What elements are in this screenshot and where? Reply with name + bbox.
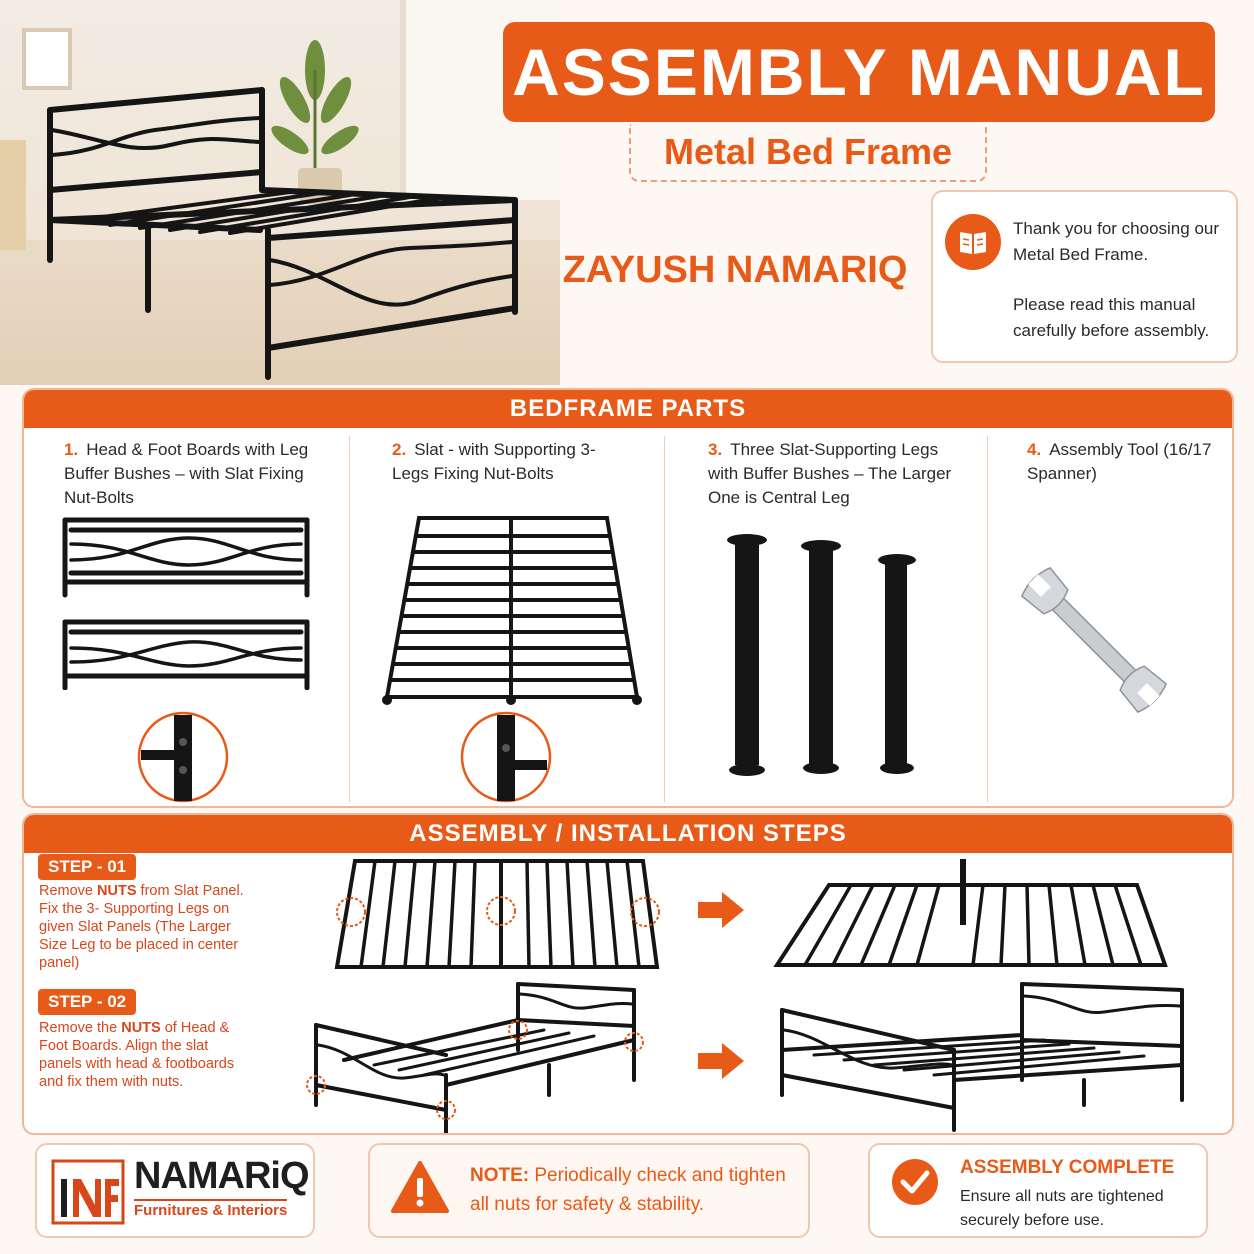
- parts-section: [22, 388, 1234, 808]
- part-4-label: 4. Assembly Tool (16/17 Spanner): [1027, 440, 1212, 483]
- step-1-badge: STEP - 01: [38, 854, 136, 880]
- safety-note: [368, 1143, 810, 1238]
- step-1-slat-before: [331, 855, 661, 975]
- step-2-text: Remove the NUTS of Head & Foot Boards. Align the slat panels with head & footboards and fix them with nuts.: [39, 1020, 235, 1090]
- step-2-badge: STEP - 02: [38, 989, 136, 1015]
- page-title: ASSEMBLY MANUAL: [503, 22, 1215, 122]
- slat-panel-illustration: [379, 512, 644, 707]
- spanner-icon: [1019, 558, 1169, 723]
- support-legs-illustration: [719, 530, 929, 780]
- part-2-label: 2. Slat - with Supporting 3-Legs Fixing Nut-Bolts: [392, 440, 596, 483]
- intro-text: [1013, 216, 1228, 344]
- bed-frame-illustration: [40, 80, 540, 385]
- arrow-right-icon: [696, 1041, 746, 1081]
- intro-line-1: Thank you for choosing our Metal Bed Frame.: [1013, 219, 1220, 264]
- check-circle-icon: [890, 1157, 940, 1207]
- completion-title: ASSEMBLY COMPLETE: [960, 1157, 1175, 1178]
- column-divider: [987, 436, 988, 802]
- intro-line-2: Please read this manual carefully before assembly.: [1013, 295, 1210, 340]
- head-foot-boards-illustration: [59, 510, 314, 690]
- step-2-bed-before: [304, 980, 654, 1135]
- dresser: [0, 140, 26, 250]
- page-subtitle: Metal Bed Frame: [629, 124, 987, 182]
- brand-logo: [35, 1143, 315, 1238]
- steps-section: [22, 813, 1234, 1135]
- steps-heading: ASSEMBLY / INSTALLATION STEPS: [24, 815, 1232, 853]
- brand-name: ZAYUSH NAMARIQ: [562, 248, 908, 291]
- logo-mark-icon: [51, 1159, 125, 1225]
- part-3-label: 3. Three Slat-Supporting Legs with Buffer Bushes – The Larger One is Central Leg: [708, 440, 952, 507]
- warning-icon: [390, 1160, 450, 1215]
- parts-heading: BEDFRAME PARTS: [24, 390, 1232, 428]
- slat-bolt-detail-icon: [459, 710, 554, 805]
- leg-buffer-detail-icon: [136, 710, 231, 805]
- column-divider: [664, 436, 665, 802]
- logo-name: NAMARiQ: [134, 1155, 309, 1197]
- completion-text: Ensure all nuts are tightened securely before use.: [960, 1188, 1164, 1229]
- intro-card: [931, 190, 1238, 363]
- step-2-bed-after: [774, 980, 1194, 1135]
- note-text: NOTE: Periodically check and tighten all nuts for safety & stability.: [470, 1165, 786, 1215]
- completion-card: [868, 1143, 1208, 1238]
- column-divider: [349, 436, 350, 802]
- book-icon: [945, 214, 1001, 270]
- logo-tagline: Furnitures & Interiors: [134, 1199, 287, 1219]
- part-1-label: 1. Head & Foot Boards with Leg Buffer Bushes – with Slat Fixing Nut-Bolts: [64, 440, 309, 507]
- step-1-text: Remove NUTS from Slat Panel. Fix the 3- Supporting Legs on given Slat Panels (The Larger Size Leg to be placed in center panel): [39, 883, 244, 971]
- arrow-right-icon: [696, 890, 746, 930]
- step-1-slat-after: [769, 855, 1189, 975]
- hero-bed-photo: [0, 0, 560, 385]
